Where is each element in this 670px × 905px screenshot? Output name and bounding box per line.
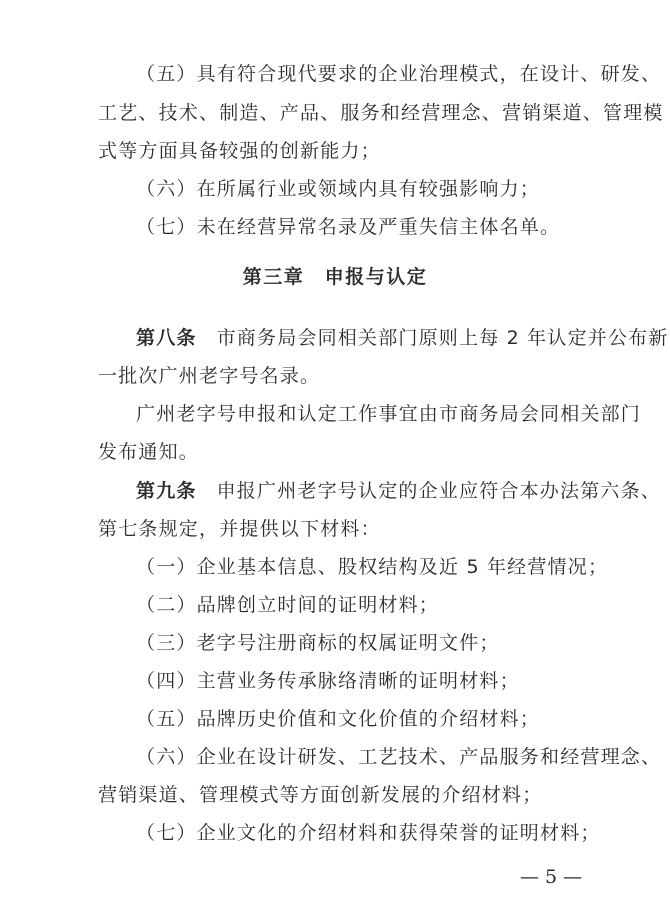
material-6-line-2: 营销渠道、管理模式等方面创新发展的介绍材料；: [98, 784, 543, 806]
article-9-text: 申报广州老字号认定的企业应符合本办法第六条、: [216, 480, 662, 502]
material-4: （四）主营业务传承脉络清晰的证明材料；: [136, 670, 520, 692]
material-1: （一）企业基本信息、股权结构及近 5 年经营情况；: [136, 556, 609, 578]
article-8-label: 第八条: [136, 327, 197, 349]
article-9-label: 第九条: [136, 480, 197, 502]
page-number: — 5 —: [520, 866, 583, 888]
material-2: （二）品牌创立时间的证明材料；: [136, 594, 440, 616]
clause-5-line-1: （五）具有符合现代要求的企业治理模式，在设计、研发、: [136, 63, 662, 85]
material-3: （三）老字号注册商标的权属证明文件；: [136, 632, 500, 654]
notice-line-2: 发布通知。: [98, 441, 200, 463]
article-8-line-2: 一批次广州老字号名录。: [98, 365, 321, 387]
chapter-title: 第三章 申报与认定: [242, 266, 428, 288]
clause-5-line-3: 式等方面具备较强的创新能力；: [98, 140, 381, 162]
article-8-line-1: [136, 326, 669, 350]
clause-6: （六）在所属行业或领域内具有较强影响力；: [136, 178, 541, 200]
material-5: （五）品牌历史价值和文化价值的介绍材料；: [136, 708, 541, 730]
notice-line-1: 广州老字号申报和认定工作事宜由市商务局会同相关部门: [136, 403, 642, 425]
article-9-line-1: [136, 479, 661, 503]
clause-5-line-2: 工艺、技术、制造、产品、服务和经营理念、营销渠道、管理模: [98, 102, 664, 124]
clause-7: （七）未在经营异常名录及严重失信主体名单。: [136, 216, 561, 238]
material-6-line-1: （六）企业在设计研发、工艺技术、产品服务和经营理念、: [136, 746, 662, 768]
article-8-text: 市商务局会同相关部门原则上每 2 年认定并公布新: [216, 327, 669, 349]
material-7: （七）企业文化的介绍材料和获得荣誉的证明材料；: [136, 822, 601, 844]
article-9-line-2: 第七条规定，并提供以下材料：: [98, 518, 381, 540]
